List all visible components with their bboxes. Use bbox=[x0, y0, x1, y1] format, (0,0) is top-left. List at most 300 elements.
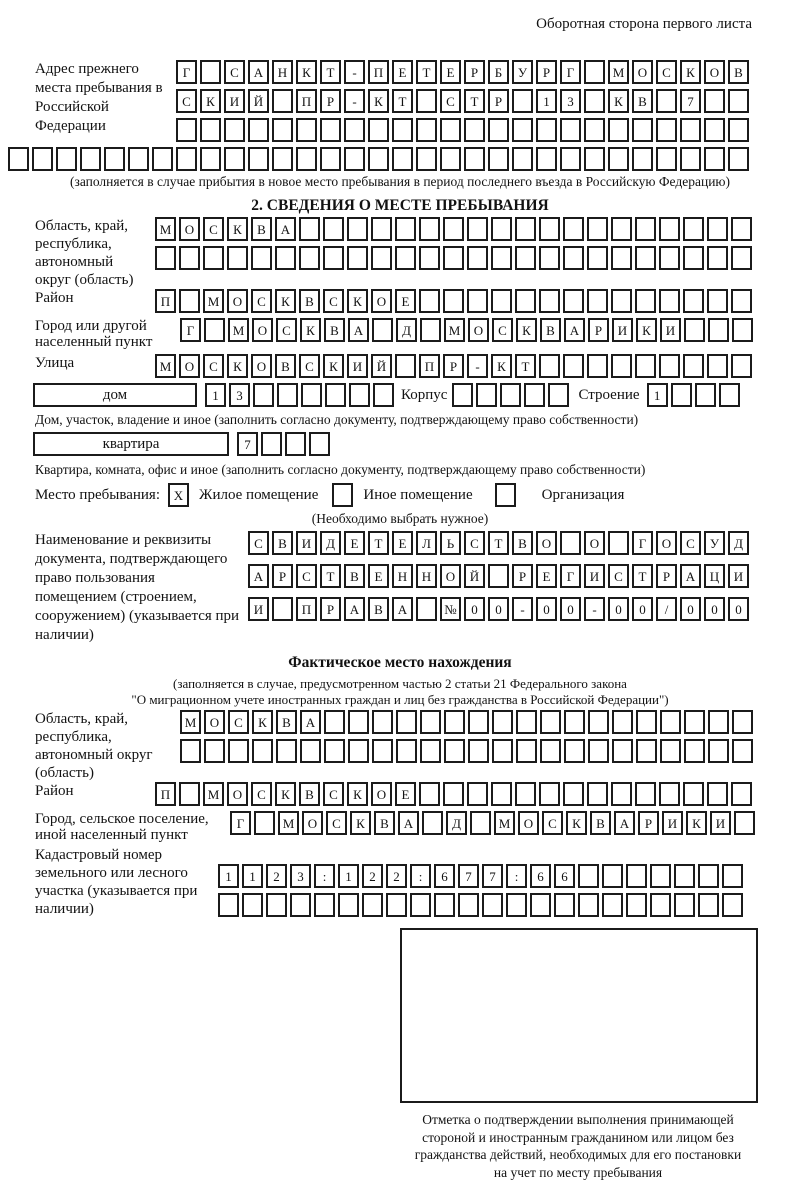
char-cell bbox=[299, 246, 320, 270]
char-cell bbox=[602, 864, 623, 888]
char-cell bbox=[626, 893, 647, 917]
prev-address-row2 bbox=[176, 89, 749, 113]
char-cell bbox=[524, 383, 545, 407]
region3-rows bbox=[180, 710, 753, 768]
char-cell bbox=[588, 739, 609, 763]
char-cell: Т bbox=[488, 531, 509, 555]
char-cell: К bbox=[227, 217, 248, 241]
char-cell: 0 bbox=[680, 597, 701, 621]
char-cell: 1 bbox=[205, 383, 226, 407]
char-cell bbox=[242, 893, 263, 917]
char-cell: И bbox=[248, 597, 269, 621]
char-cell bbox=[203, 246, 224, 270]
char-cell bbox=[564, 710, 585, 734]
char-cell: Р bbox=[488, 89, 509, 113]
char-cell: : bbox=[506, 864, 527, 888]
char-cell bbox=[395, 354, 416, 378]
char-cell bbox=[584, 118, 605, 142]
char-cell bbox=[443, 289, 464, 313]
char-cell bbox=[554, 893, 575, 917]
char-cell: Т bbox=[632, 564, 653, 588]
char-cell: О bbox=[227, 782, 248, 806]
char-cell bbox=[372, 739, 393, 763]
char-cell bbox=[252, 739, 273, 763]
char-cell bbox=[684, 710, 705, 734]
region2-row1 bbox=[155, 217, 752, 241]
char-cell bbox=[179, 782, 200, 806]
char-cell: О bbox=[252, 318, 273, 342]
char-cell bbox=[80, 147, 101, 171]
char-cell: С bbox=[299, 354, 320, 378]
char-cell bbox=[659, 354, 680, 378]
char-cell: А bbox=[275, 217, 296, 241]
char-cell bbox=[516, 710, 537, 734]
char-cell bbox=[728, 147, 749, 171]
char-cell bbox=[587, 217, 608, 241]
char-cell: - bbox=[584, 597, 605, 621]
char-cell: К bbox=[516, 318, 537, 342]
cadastre-row2 bbox=[218, 893, 743, 917]
char-cell: Т bbox=[320, 564, 341, 588]
char-cell bbox=[704, 147, 725, 171]
char-cell bbox=[683, 217, 704, 241]
document-row2 bbox=[248, 564, 749, 588]
char-cell: О bbox=[371, 289, 392, 313]
checkbox-inoe bbox=[332, 483, 353, 507]
char-cell: К bbox=[608, 89, 629, 113]
char-cell: 0 bbox=[728, 597, 749, 621]
city3-field bbox=[0, 811, 800, 843]
document-rows bbox=[248, 531, 749, 630]
char-cell: Н bbox=[392, 564, 413, 588]
char-cell: О bbox=[302, 811, 323, 835]
char-cell bbox=[708, 318, 729, 342]
char-cell bbox=[515, 246, 536, 270]
char-cell bbox=[443, 782, 464, 806]
stamp-caption bbox=[388, 1111, 768, 1180]
char-cell bbox=[611, 289, 632, 313]
char-cell: Й bbox=[464, 564, 485, 588]
char-cell: П bbox=[419, 354, 440, 378]
char-cell: Й bbox=[371, 354, 392, 378]
char-cell bbox=[587, 246, 608, 270]
char-cell: С bbox=[296, 564, 317, 588]
char-cell bbox=[683, 782, 704, 806]
char-cell: С bbox=[224, 60, 245, 84]
char-cell bbox=[635, 246, 656, 270]
char-cell: - bbox=[344, 89, 365, 113]
char-cell: А bbox=[392, 597, 413, 621]
char-cell bbox=[548, 383, 569, 407]
char-cell bbox=[251, 246, 272, 270]
char-cell: В bbox=[632, 89, 653, 113]
char-cell: К bbox=[686, 811, 707, 835]
char-cell bbox=[635, 782, 656, 806]
char-cell bbox=[728, 89, 749, 113]
char-cell bbox=[440, 118, 461, 142]
char-cell bbox=[444, 739, 465, 763]
char-cell bbox=[368, 118, 389, 142]
district2-row bbox=[155, 289, 752, 313]
stroenie-cells bbox=[647, 383, 740, 407]
char-cell bbox=[218, 893, 239, 917]
char-cell bbox=[467, 782, 488, 806]
char-cell bbox=[698, 893, 719, 917]
char-cell bbox=[410, 893, 431, 917]
char-cell bbox=[635, 289, 656, 313]
char-cell: Г bbox=[176, 60, 197, 84]
char-cell: И bbox=[224, 89, 245, 113]
char-cell bbox=[285, 432, 306, 456]
char-cell: И bbox=[662, 811, 683, 835]
char-cell bbox=[611, 782, 632, 806]
char-cell bbox=[512, 118, 533, 142]
char-cell: В bbox=[590, 811, 611, 835]
char-cell bbox=[707, 289, 728, 313]
char-cell bbox=[560, 118, 581, 142]
region3-row1 bbox=[180, 710, 753, 734]
char-cell bbox=[563, 217, 584, 241]
char-cell bbox=[560, 531, 581, 555]
prev-address-row1 bbox=[176, 60, 749, 84]
char-cell: И bbox=[612, 318, 633, 342]
char-cell bbox=[539, 782, 560, 806]
char-cell bbox=[272, 147, 293, 171]
char-cell: 2 bbox=[386, 864, 407, 888]
char-cell bbox=[488, 118, 509, 142]
char-cell bbox=[695, 383, 716, 407]
char-cell bbox=[224, 147, 245, 171]
char-cell bbox=[660, 710, 681, 734]
char-cell: О bbox=[656, 531, 677, 555]
char-cell: 6 bbox=[434, 864, 455, 888]
house-caption: Дом, участок, владение и иное (заполнить согласно документу, подтверждающему право собственности) bbox=[35, 412, 639, 427]
char-cell: 6 bbox=[530, 864, 551, 888]
char-cell: К bbox=[252, 710, 273, 734]
char-cell: П bbox=[155, 289, 176, 313]
char-cell bbox=[683, 246, 704, 270]
region3-row2 bbox=[180, 739, 753, 763]
char-cell bbox=[563, 354, 584, 378]
stay-type-label: Место пребывания: bbox=[35, 487, 160, 503]
char-cell bbox=[261, 432, 282, 456]
char-cell: 2 bbox=[362, 864, 383, 888]
char-cell bbox=[392, 147, 413, 171]
char-cell bbox=[516, 739, 537, 763]
char-cell bbox=[276, 739, 297, 763]
char-cell bbox=[491, 289, 512, 313]
char-cell bbox=[300, 739, 321, 763]
char-cell: С bbox=[251, 289, 272, 313]
char-cell: Д bbox=[320, 531, 341, 555]
char-cell bbox=[443, 246, 464, 270]
char-cell: О bbox=[440, 564, 461, 588]
char-cell bbox=[612, 710, 633, 734]
region2-rows bbox=[155, 217, 752, 275]
house-row bbox=[0, 383, 800, 407]
char-cell bbox=[728, 118, 749, 142]
document-field bbox=[0, 531, 800, 645]
char-cell: Е bbox=[368, 564, 389, 588]
char-cell bbox=[587, 289, 608, 313]
char-cell bbox=[636, 710, 657, 734]
char-cell bbox=[420, 739, 441, 763]
char-cell bbox=[301, 383, 322, 407]
district3-field bbox=[0, 782, 800, 811]
char-cell: О bbox=[179, 354, 200, 378]
char-cell: К bbox=[680, 60, 701, 84]
char-cell: Е bbox=[344, 531, 365, 555]
char-cell bbox=[467, 217, 488, 241]
char-cell bbox=[722, 893, 743, 917]
char-cell: К bbox=[296, 60, 317, 84]
char-cell: 1 bbox=[647, 383, 668, 407]
char-cell bbox=[320, 147, 341, 171]
char-cell: Н bbox=[416, 564, 437, 588]
char-cell: Р bbox=[588, 318, 609, 342]
char-cell: В bbox=[512, 531, 533, 555]
document-row1 bbox=[248, 531, 749, 555]
char-cell bbox=[272, 597, 293, 621]
char-cell bbox=[660, 739, 681, 763]
char-cell: Т bbox=[392, 89, 413, 113]
stamp-caption-line3: гражданства действий, необходимых для его постановки bbox=[414, 1147, 742, 1162]
char-cell bbox=[332, 483, 353, 507]
section3-caption-line2: "О миграционном учете иностранных граждан и лиц без гражданства в Российской Федерации") bbox=[131, 692, 669, 707]
char-cell bbox=[56, 147, 77, 171]
char-cell: Т bbox=[320, 60, 341, 84]
char-cell: К bbox=[347, 289, 368, 313]
char-cell bbox=[420, 318, 441, 342]
char-cell bbox=[482, 893, 503, 917]
char-cell bbox=[659, 217, 680, 241]
char-cell bbox=[362, 893, 383, 917]
char-cell: В bbox=[299, 289, 320, 313]
char-cell: О bbox=[584, 531, 605, 555]
char-cell: Ь bbox=[440, 531, 461, 555]
char-cell bbox=[371, 246, 392, 270]
char-cell bbox=[539, 289, 560, 313]
char-cell bbox=[636, 739, 657, 763]
char-cell bbox=[732, 739, 753, 763]
prev-address-row4 bbox=[0, 147, 800, 171]
stay-type-hint: (Необходимо выбрать нужное) bbox=[311, 511, 489, 526]
char-cell bbox=[671, 383, 692, 407]
prev-address-field bbox=[0, 60, 800, 147]
char-cell: Р bbox=[536, 60, 557, 84]
char-cell bbox=[608, 147, 629, 171]
cadastre-field bbox=[0, 846, 800, 922]
char-cell bbox=[704, 89, 725, 113]
char-cell bbox=[707, 782, 728, 806]
char-cell: Р bbox=[272, 564, 293, 588]
char-cell: О bbox=[179, 217, 200, 241]
char-cell bbox=[468, 710, 489, 734]
char-cell: В bbox=[251, 217, 272, 241]
district2-label: Район bbox=[35, 290, 74, 306]
char-cell: 0 bbox=[560, 597, 581, 621]
char-cell: Г bbox=[560, 60, 581, 84]
char-cell bbox=[650, 864, 671, 888]
char-cell bbox=[731, 246, 752, 270]
char-cell: Г bbox=[230, 811, 251, 835]
char-cell bbox=[32, 147, 53, 171]
char-cell bbox=[248, 118, 269, 142]
char-cell bbox=[392, 118, 413, 142]
char-cell bbox=[296, 147, 317, 171]
section3-title: Фактическое место нахождения bbox=[288, 654, 512, 671]
char-cell bbox=[348, 710, 369, 734]
char-cell: 1 bbox=[536, 89, 557, 113]
char-cell: 7 bbox=[458, 864, 479, 888]
char-cell bbox=[539, 217, 560, 241]
char-cell bbox=[290, 893, 311, 917]
char-cell bbox=[344, 147, 365, 171]
char-cell bbox=[650, 893, 671, 917]
char-cell bbox=[272, 118, 293, 142]
char-cell bbox=[560, 147, 581, 171]
char-cell bbox=[536, 147, 557, 171]
char-cell: М bbox=[155, 354, 176, 378]
char-cell bbox=[204, 318, 225, 342]
char-cell: И bbox=[296, 531, 317, 555]
char-cell: 1 bbox=[218, 864, 239, 888]
char-cell bbox=[368, 147, 389, 171]
char-cell: Т bbox=[515, 354, 536, 378]
char-cell bbox=[611, 246, 632, 270]
char-cell: 0 bbox=[632, 597, 653, 621]
char-cell: Р bbox=[638, 811, 659, 835]
city3-row bbox=[230, 811, 755, 835]
char-cell: А bbox=[564, 318, 585, 342]
char-cell: Е bbox=[440, 60, 461, 84]
char-cell: О bbox=[518, 811, 539, 835]
char-cell: 0 bbox=[464, 597, 485, 621]
char-cell: П bbox=[155, 782, 176, 806]
char-cell: К bbox=[566, 811, 587, 835]
char-cell: С bbox=[492, 318, 513, 342]
char-cell bbox=[491, 217, 512, 241]
char-cell: А bbox=[680, 564, 701, 588]
char-cell bbox=[659, 289, 680, 313]
char-cell: М bbox=[444, 318, 465, 342]
char-cell bbox=[536, 118, 557, 142]
char-cell bbox=[656, 118, 677, 142]
char-cell: Г bbox=[180, 318, 201, 342]
char-cell bbox=[611, 354, 632, 378]
char-cell bbox=[224, 118, 245, 142]
char-cell bbox=[674, 864, 695, 888]
char-cell bbox=[372, 710, 393, 734]
char-cell: С bbox=[464, 531, 485, 555]
char-cell bbox=[719, 383, 740, 407]
char-cell bbox=[564, 739, 585, 763]
char-cell bbox=[419, 782, 440, 806]
char-cell: Р bbox=[512, 564, 533, 588]
char-cell bbox=[347, 217, 368, 241]
char-cell bbox=[734, 811, 755, 835]
char-cell: М bbox=[180, 710, 201, 734]
char-cell bbox=[344, 118, 365, 142]
char-cell bbox=[476, 383, 497, 407]
char-cell bbox=[584, 89, 605, 113]
char-cell: Е bbox=[395, 782, 416, 806]
char-cell: В bbox=[276, 710, 297, 734]
char-cell: Е bbox=[392, 60, 413, 84]
char-cell: : bbox=[314, 864, 335, 888]
stamp-box bbox=[400, 928, 758, 1103]
char-cell bbox=[488, 564, 509, 588]
house-number-cells bbox=[205, 383, 394, 407]
char-cell: А bbox=[248, 60, 269, 84]
char-cell bbox=[608, 118, 629, 142]
char-cell: Д bbox=[396, 318, 417, 342]
char-cell bbox=[512, 147, 533, 171]
char-cell: Р bbox=[443, 354, 464, 378]
stamp-caption-line4: на учет по месту пребывания bbox=[493, 1164, 663, 1180]
street2-row bbox=[155, 354, 752, 378]
char-cell: Г bbox=[560, 564, 581, 588]
char-cell bbox=[419, 246, 440, 270]
char-cell: 0 bbox=[536, 597, 557, 621]
char-cell bbox=[488, 147, 509, 171]
char-cell: М bbox=[608, 60, 629, 84]
char-cell: Ц bbox=[704, 564, 725, 588]
char-cell: К bbox=[200, 89, 221, 113]
char-cell bbox=[698, 864, 719, 888]
char-cell: 0 bbox=[608, 597, 629, 621]
char-cell: С bbox=[203, 354, 224, 378]
char-cell: А bbox=[348, 318, 369, 342]
char-cell: С bbox=[326, 811, 347, 835]
char-cell: Л bbox=[416, 531, 437, 555]
char-cell bbox=[349, 383, 370, 407]
char-cell: К bbox=[347, 782, 368, 806]
district2-field bbox=[0, 289, 800, 318]
char-cell: К bbox=[323, 354, 344, 378]
char-cell bbox=[708, 739, 729, 763]
char-cell bbox=[602, 893, 623, 917]
char-cell: В bbox=[368, 597, 389, 621]
char-cell bbox=[563, 782, 584, 806]
char-cell: М bbox=[228, 318, 249, 342]
char-cell bbox=[347, 246, 368, 270]
char-cell bbox=[395, 246, 416, 270]
char-cell: С bbox=[251, 782, 272, 806]
char-cell bbox=[8, 147, 29, 171]
document-label: Наименование и реквизиты документа, подтверждающего право пользования помещением (строением, сооружением) (указывается при наличии) bbox=[35, 532, 240, 643]
char-cell: Е bbox=[392, 531, 413, 555]
district3-row bbox=[155, 782, 752, 806]
char-cell bbox=[371, 217, 392, 241]
region3-label: Область, край, республика, автономный округ (область) bbox=[35, 711, 153, 781]
char-cell bbox=[180, 739, 201, 763]
char-cell: В bbox=[374, 811, 395, 835]
char-cell bbox=[204, 739, 225, 763]
char-cell: - bbox=[512, 597, 533, 621]
char-cell bbox=[506, 893, 527, 917]
char-cell: Е bbox=[536, 564, 557, 588]
char-cell bbox=[491, 782, 512, 806]
char-cell bbox=[253, 383, 274, 407]
char-cell bbox=[464, 147, 485, 171]
char-cell bbox=[707, 246, 728, 270]
char-cell bbox=[731, 354, 752, 378]
char-cell bbox=[464, 118, 485, 142]
char-cell bbox=[731, 289, 752, 313]
char-cell bbox=[587, 782, 608, 806]
stroenie-label: Строение bbox=[578, 387, 640, 403]
